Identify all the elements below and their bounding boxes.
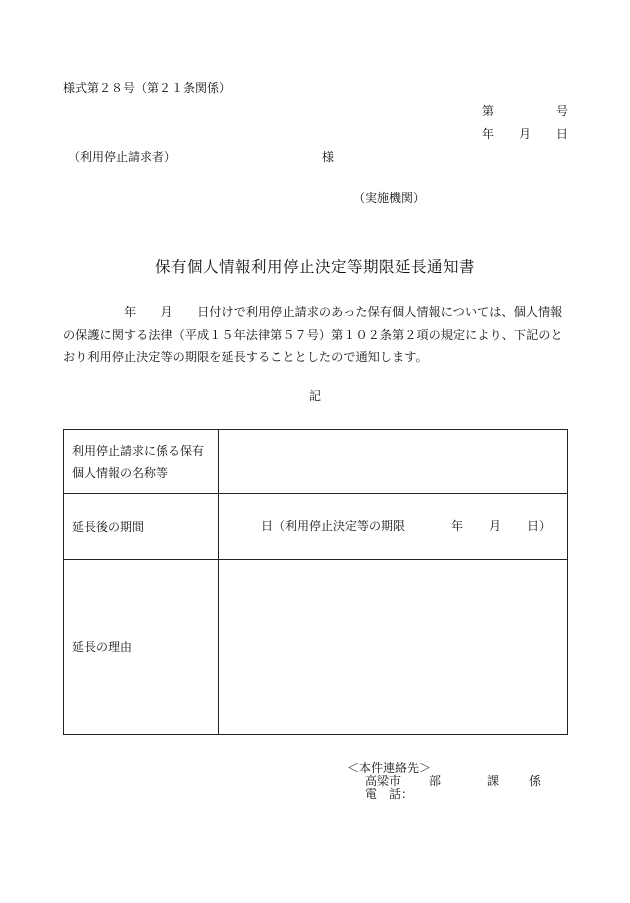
contact-dept: 部	[429, 774, 442, 788]
form-number: 様式第２８号（第２１条関係）	[63, 81, 232, 95]
info-table	[63, 429, 568, 735]
contact-heading: ＜本件連絡先＞	[347, 761, 432, 775]
doc-number-suffix: 号	[555, 104, 568, 118]
document-date	[482, 127, 568, 141]
document-number	[482, 104, 568, 118]
table-row	[64, 430, 568, 494]
info-name-label: 利用停止請求に係る保有個人情報の名称等	[64, 430, 219, 494]
contact-city: 高梁市	[365, 774, 402, 788]
body-year: 年	[123, 305, 137, 319]
notice-body	[63, 301, 573, 369]
doc-number-prefix: 第	[482, 104, 495, 118]
body-indent	[63, 305, 124, 319]
extension-reason-label: 延長の理由	[64, 560, 219, 735]
table-row	[64, 560, 568, 735]
body-text: 日付けで利用停止請求のあった保有個人情報については、個人情報の保護に関する法律（平成１５年法律第５７号）第１０２条第２項の規定により、下記のとおり利用停止決定等の期限を延長することとしたので通知します。	[63, 305, 563, 364]
extension-period-label: 延長後の期間	[64, 494, 219, 560]
extension-reason-value[interactable]	[219, 560, 568, 735]
table-row	[64, 494, 568, 560]
period-end: 日）	[526, 519, 551, 534]
contact-subsection: 係	[529, 774, 542, 788]
info-name-value[interactable]	[219, 430, 568, 494]
date-year: 年	[482, 127, 495, 141]
period-month: 月	[488, 519, 501, 534]
date-month: 月	[518, 127, 531, 141]
period-day: 日（利用停止決定等の期限	[261, 519, 406, 534]
agency-label: （実施機関）	[353, 191, 426, 205]
date-day: 日	[555, 127, 568, 141]
addressee-label: （利用停止請求者）	[68, 150, 177, 164]
extension-period-value[interactable]	[219, 494, 568, 560]
contact-phone: 電 話：	[365, 787, 414, 801]
ki-heading: 記	[308, 389, 321, 403]
honorific: 様	[322, 150, 335, 164]
document-title: 保有個人情報利用停止決定等期限延長通知書	[154, 258, 475, 276]
contact-section: 課	[487, 774, 500, 788]
body-month: 月	[160, 305, 173, 319]
period-year: 年	[450, 519, 463, 534]
